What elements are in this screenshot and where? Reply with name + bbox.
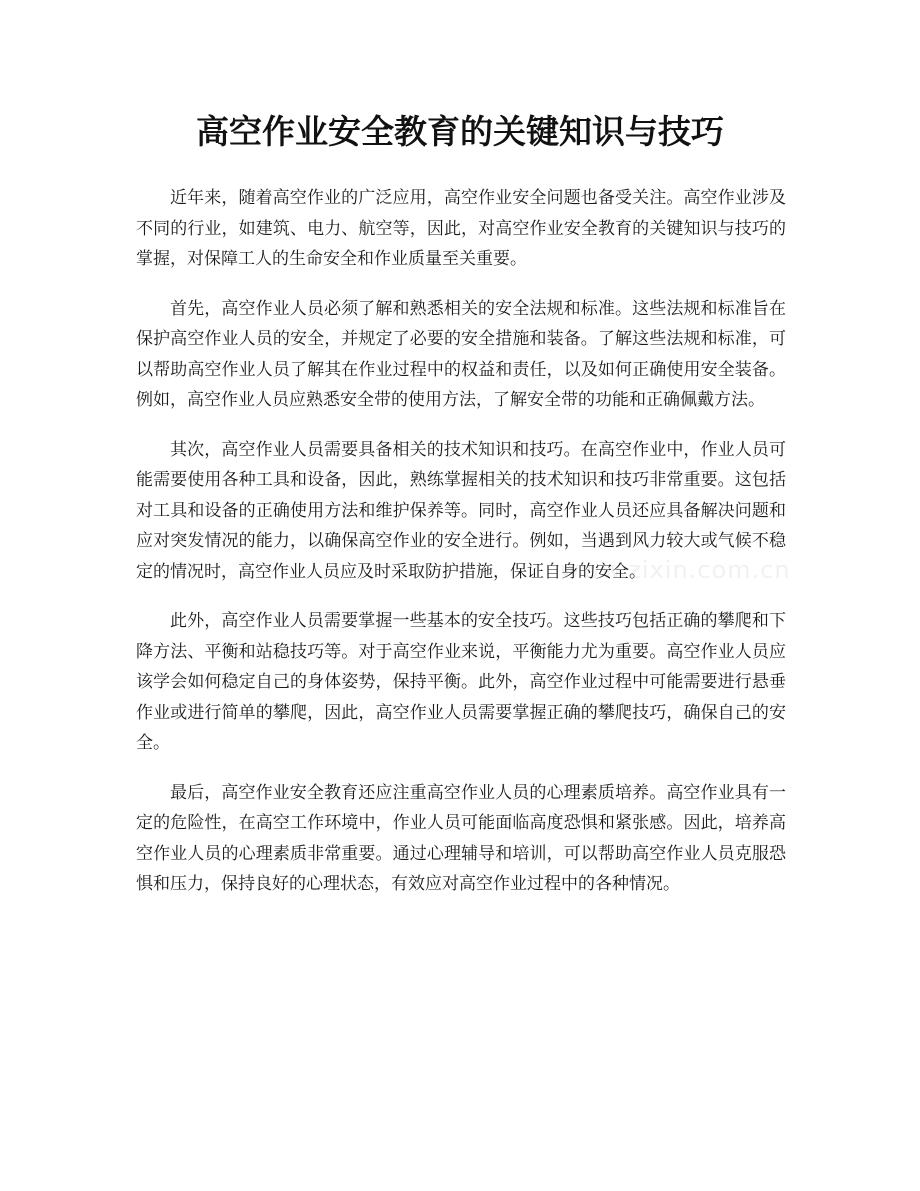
watermark: www.zixin.com.cn: [560, 556, 791, 584]
document-title: 高空作业安全教育的关键知识与技巧: [196, 112, 724, 151]
document-body: [136, 183, 786, 919]
paragraph-psychology: 最后，高空作业安全教育还应注重高空作业人员的心理素质培养。高空作业具有一定的危险性，在高空工作环境中，作业人员可能面临高度恐惧和紧张感。因此，培养高空作业人员的心理素质非常重要。通过心理辅导和培训，可以帮助高空作业人员克服恐惧和压力，保持良好的心理状态，有效应对高空作业过程中的各种情况。: [136, 782, 786, 894]
paragraph-technical-skills: 其次，高空作业人员需要具备相关的技术知识和技巧。在高空作业中，作业人员可能需要使用各种工具和设备，因此，熟练掌握相关的技术知识和技巧非常重要。这包括对工具和设备的正确使用方法和维护保养等。同时，高空作业人员还应具备解决问题和应对突发情况的能力，以确保高空作业的安全进行。例如，当遇到风力较大或气候不稳定的情况时，高空作业人员应及时采取防护措施，保证自身的安全。: [136, 439, 786, 582]
paragraph-safety-techniques: 此外，高空作业人员需要掌握一些基本的安全技巧。这些技巧包括正确的攀爬和下降方法、平衡和站稳技巧等。对于高空作业来说，平衡能力尤为重要。高空作业人员应该学会如何稳定自己的身体姿势，保持平衡。此外，高空作业过程中可能需要进行悬垂作业或进行简单的攀爬，因此，高空作业人员需要掌握正确的攀爬技巧，确保自己的安全。: [136, 611, 786, 753]
paragraph-regulations: 首先，高空作业人员必须了解和熟悉相关的安全法规和标准。这些法规和标准旨在保护高空作业人员的安全，并规定了必要的安全措施和装备。了解这些法规和标准，可以帮助高空作业人员了解其在作业过程中的权益和责任，以及如何正确使用安全装备。例如，高空作业人员应熟悉安全带的使用方法，了解安全带的功能和正确佩戴方法。: [136, 298, 786, 410]
paragraph-intro: 近年来，随着高空作业的广泛应用，高空作业安全问题也备受关注。高空作业涉及不同的行业，如建筑、电力、航空等，因此，对高空作业安全教育的关键知识与技巧的掌握，对保障工人的生命安全和作业质量至关重要。: [136, 188, 786, 269]
